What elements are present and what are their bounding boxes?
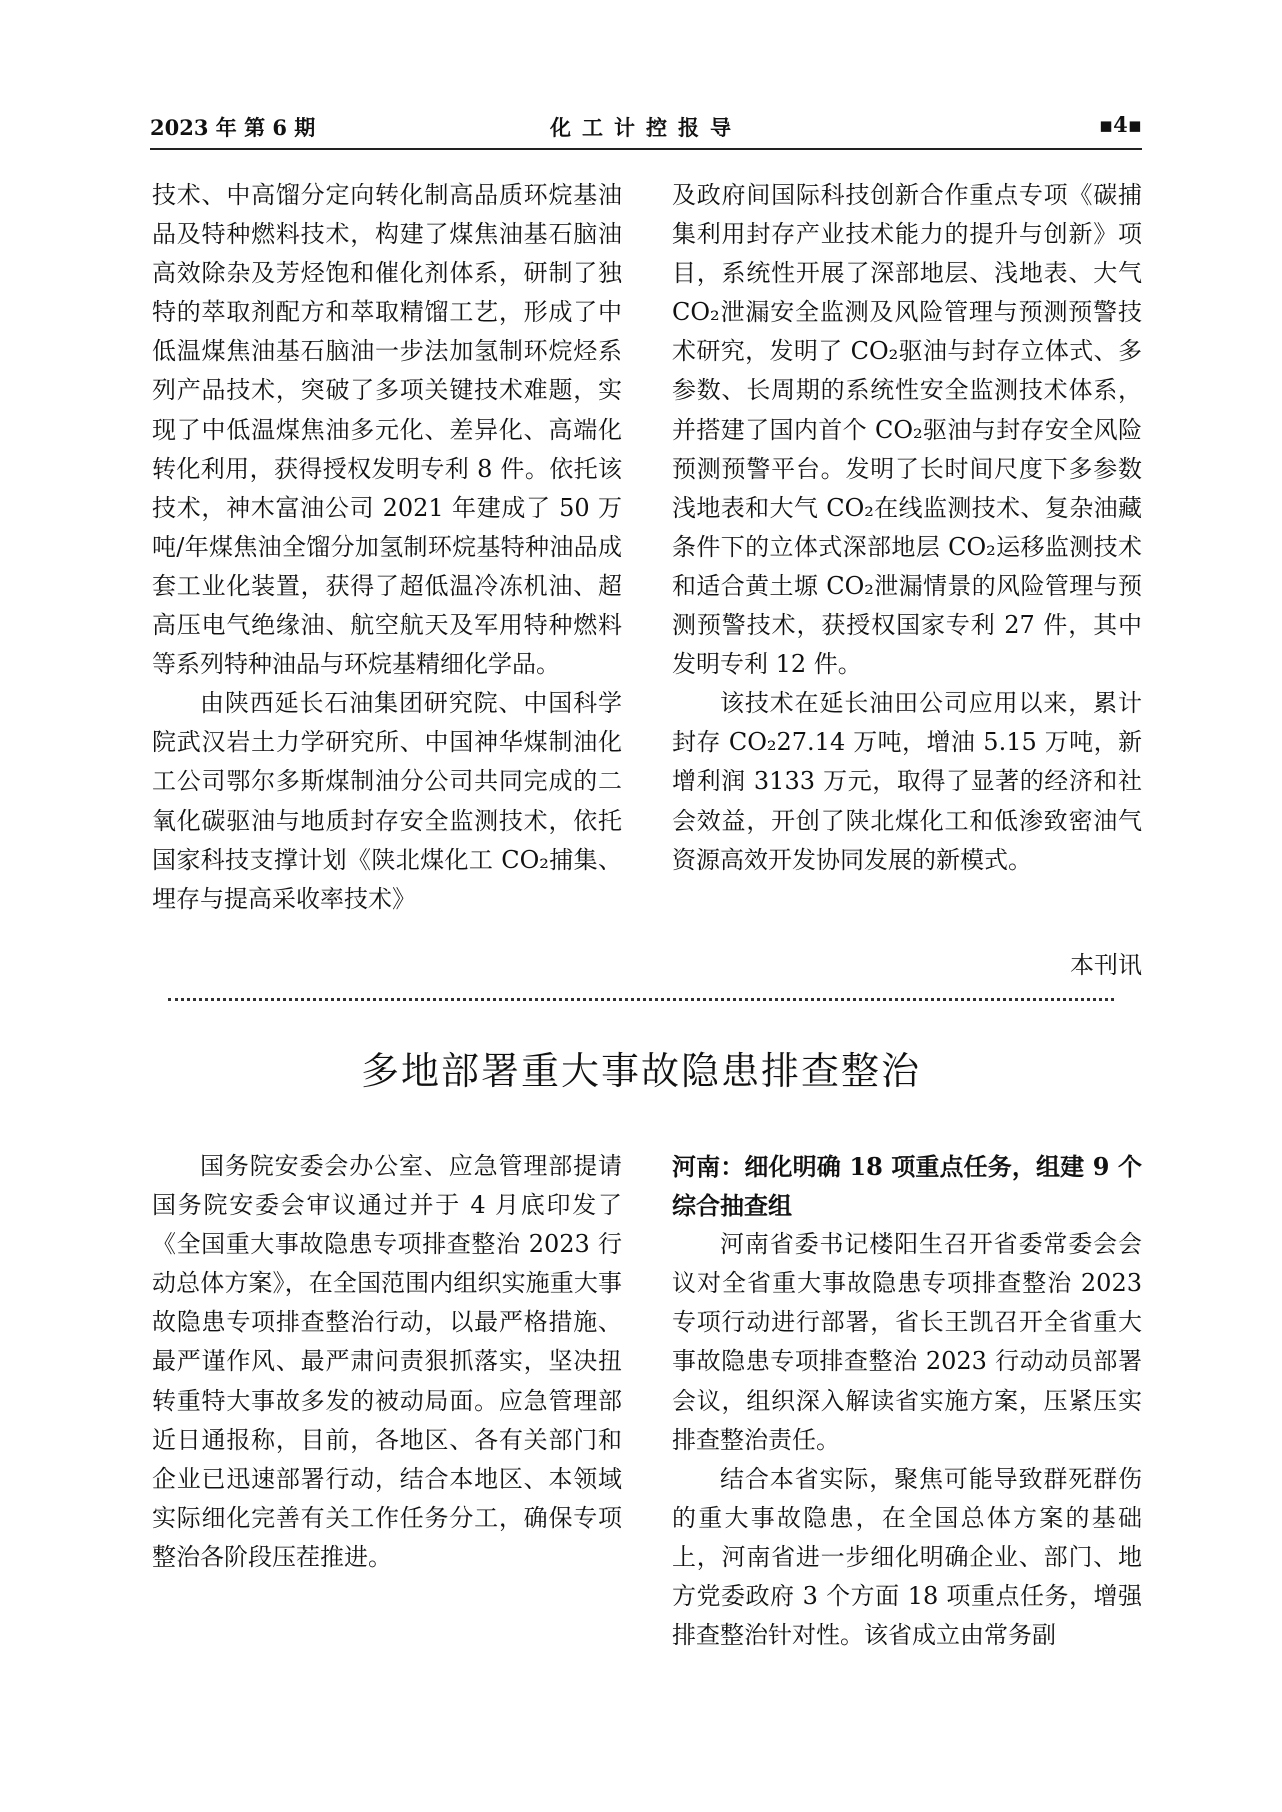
paragraph: 由陕西延长石油集团研究院、中国科学院武汉岩土力学研究所、中国神华煤制油化工公司鄂尔多斯煤制油分公司共同完成的二氧化碳驱油与地质封存安全监测技术，依托国家科技支撑计划《陕北煤化工 CO₂捕集、埋存与提高采收率技术》 — [152, 689, 622, 913]
journal-title: 化工计控报导 — [550, 115, 742, 140]
section-divider — [168, 998, 1114, 1001]
top-left-column — [152, 176, 622, 919]
paragraph: 国务院安委会办公室、应急管理部提请国务院安委会审议通过并于 4 月底印发了《全国重大事故隐患专项排查整治 2023 行动总体方案》，在全国范围内组织实施重大事故隐患专项排查整治行动，以最严格措施、最严谨作风、最严肃问责狠抓落实，坚决扭转重特大事故多发的被动局面。应急管理部近日通报称，目前，各地区、各有关部门和企业已迅速部署行动，结合本地区、本领域实际细化完善有关工作任务分工，确保专项整治各阶段压茬推进。 — [152, 1152, 622, 1571]
article-title: 多地部署重大事故隐患排查整治 — [360, 1049, 921, 1093]
paragraph: 及政府间国际科技创新合作重点专项《碳捕集利用封存产业技术能力的提升与创新》项目，系统性开展了深部地层、浅地表、大气 CO₂泄漏安全监测及风险管理与预测预警技术研究，发明了 CO₂驱油与封存立体式、多参数、长周期的系统性安全监测技术体系，并搭建了国内首个 CO₂驱油与封存安全风险预测预警平台。发明了长时间尺度下多参数浅地表和大气 CO₂在线监测技术、复杂油藏条件下的立体式深部地层 CO₂运移监测技术和适合黄土塬 CO₂泄漏情景的风险管理与预测预警技术，获授权国家专利 27 件，其中发明专利 12 件。 — [672, 181, 1142, 679]
news-source: 本刊讯 — [1070, 951, 1142, 979]
paragraph: 该技术在延长油田公司应用以来，累计封存 CO₂27.14 万吨，增油 5.15 万吨，新增利润 3133 万元，取得了显著的经济和社会效益，开创了陕北煤化工和低渗致密油气资源高效开发协同发展的新模式。 — [672, 689, 1142, 874]
article-left-column — [152, 1147, 622, 1577]
top-right-column — [672, 176, 1142, 880]
paragraph: 技术、中高馏分定向转化制高品质环烷基油品及特种燃料技术，构建了煤焦油基石脑油高效除杂及芳烃饱和催化剂体系，研制了独特的萃取剂配方和萃取精馏工艺，形成了中低温煤焦油基石脑油一步法加氢制环烷烃系列产品技术，突破了多项关键技术难题，实现了中低温煤焦油多元化、差异化、高端化转化利用，获得授权发明专利 8 件。依托该技术，神木富油公司 2021 年建成了 50 万吨/年煤焦油全馏分加氢制环烷基特种油品成套工业化装置，获得了超低温冷冻机油、超高压电气绝缘油、航空航天及军用特种燃料等系列特种油品与环烷基精细化学品。 — [152, 181, 622, 679]
page-number: ▪4▪ — [1098, 112, 1142, 137]
issue-label: 2023 年 第 6 期 — [150, 115, 316, 140]
paragraph: 结合本省实际，聚焦可能导致群死群伤的重大事故隐患，在全国总体方案的基础上，河南省进一步细化明确企业、部门、地方党委政府 3 个方面 18 项重点任务，增强排查整治针对性。该省成立由常务副 — [672, 1464, 1142, 1650]
page-header — [150, 108, 1142, 150]
section-subhead: 河南：细化明确 18 项重点任务，组建 9 个综合抽查组 — [672, 1152, 1142, 1221]
paragraph: 河南省委书记楼阳生召开省委常委会会议对全省重大事故隐患专项排查整治 2023 专项行动进行部署，省长王凯召开全省重大事故隐患专项排查整治 2023 行动动员部署会议，组织深入解读省实施方案，压紧压实排查整治责任。 — [672, 1230, 1142, 1454]
article-right-column — [672, 1147, 1142, 1655]
